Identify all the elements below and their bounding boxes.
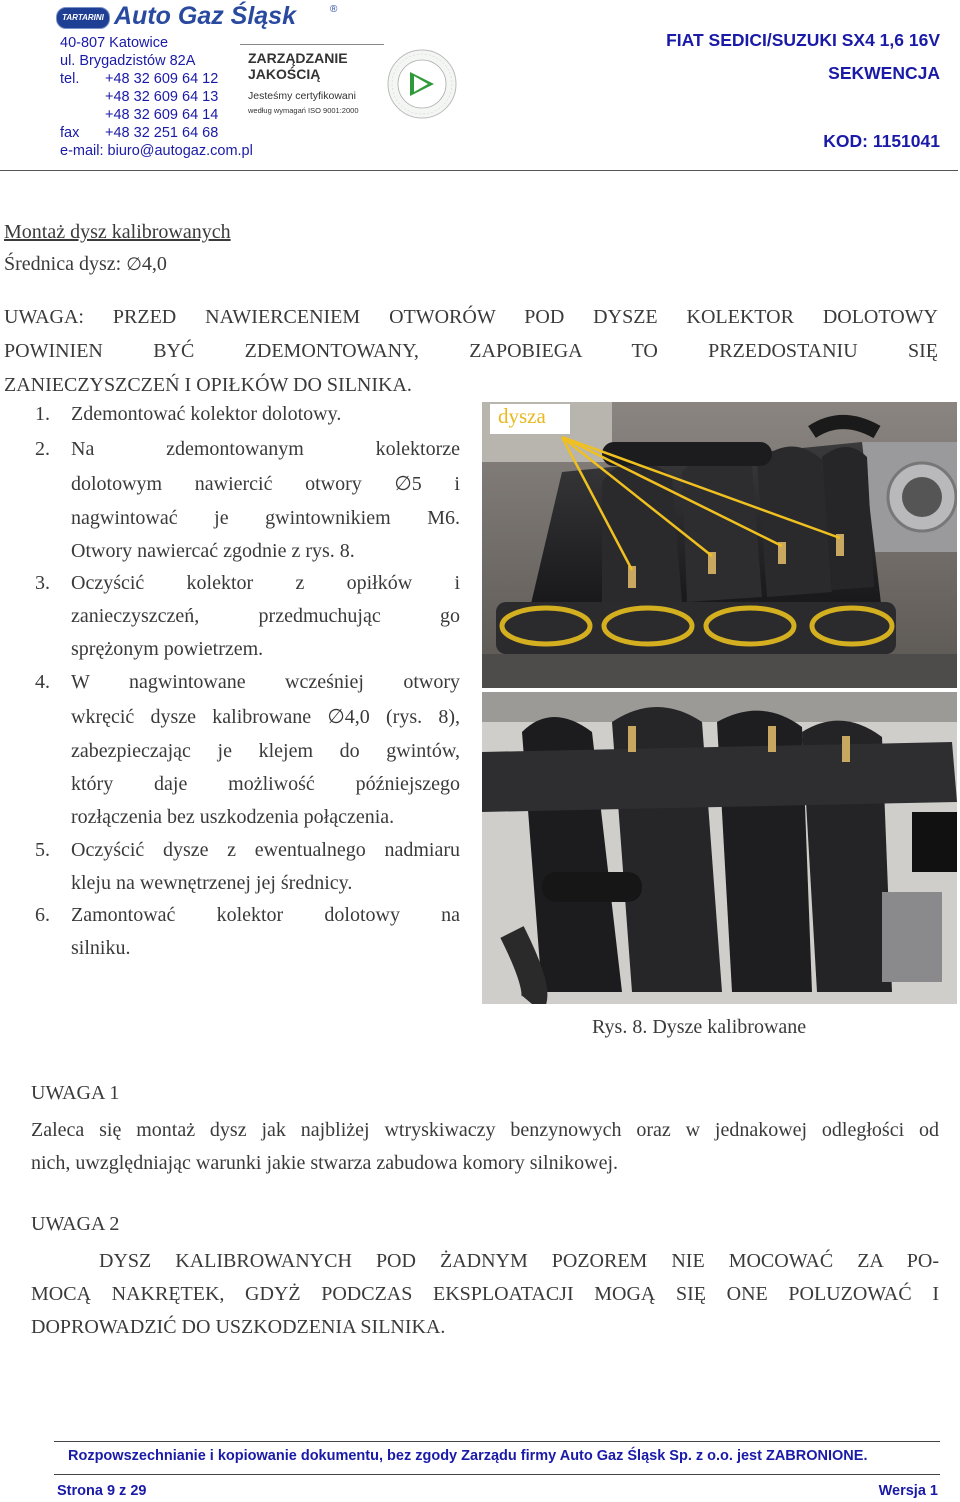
tel-label: tel. — [60, 71, 80, 87]
step-line: W nagwintowane wcześniej otwory — [71, 671, 460, 693]
step-number: 4. — [35, 671, 50, 693]
company-logo — [56, 4, 346, 34]
step-line: Otwory nawiercać zgodnie z rys. 8. — [71, 540, 355, 562]
manifold-closeup-illustration — [482, 692, 957, 1004]
note-2-line-1: DYSZ KALIBROWANYCH POD ŻADNYM POZOREM NIE MOCOWAĆ ZA PO- — [99, 1250, 939, 1272]
step-line: nagwintować je gwintownikiem M6. — [71, 507, 460, 529]
step-line: kleju na wewnętrzenej jej średnicy. — [71, 872, 353, 894]
note-2-body — [31, 1245, 939, 1344]
system-type: SEKWENCJA — [828, 63, 940, 83]
note-2-title: UWAGA 2 — [31, 1213, 120, 1235]
step-line: wkręcić dysze kalibrowane ∅4,0 (rys. 8), — [71, 706, 460, 728]
iso-seal-icon — [386, 44, 458, 126]
registered-mark: ® — [330, 4, 338, 15]
note-2-line-3: DOPROWADZIĆ DO USZKODZENIA SILNIKA. — [31, 1316, 446, 1338]
car-model: FIAT SEDICI/SUZUKI SX4 1,6 16V — [666, 30, 940, 50]
fax-number: +48 32 251 64 68 — [105, 125, 219, 141]
footer-divider-bottom — [54, 1474, 940, 1475]
warning-line-2: POWINIEN BYĆ ZDEMONTOWANY, ZAPOBIEGA TO PRZEDOSTANIU SIĘ — [4, 340, 938, 362]
note-2-line-2: MOCĄ NAKRĘTEK, GDYŻ PODCZAS EKSPLOATACJI MOGĄ SIĘ ONE POLUZOWAĆ I — [31, 1283, 939, 1305]
quality-sub-2: według wymagań ISO 9001:2000 — [248, 106, 359, 115]
phone-1: +48 32 609 64 12 — [105, 71, 219, 87]
page-number: Strona 9 z 29 — [57, 1483, 147, 1499]
manifold-illustration — [482, 402, 957, 688]
quality-title-1: ZARZĄDZANIE — [248, 50, 348, 66]
logo-badge: TARTARINI — [56, 7, 110, 29]
photo-label-nozzle: dysza — [498, 404, 546, 428]
phone-2: +48 32 609 64 13 — [105, 89, 219, 105]
step-line: silniku. — [71, 937, 131, 959]
step-number: 2. — [35, 438, 50, 460]
footer-divider — [54, 1441, 940, 1442]
step-line: rozłączenia bez uszkodzenia połączenia. — [71, 806, 395, 828]
step-line: zanieczyszczeń, przedmuchując go — [71, 605, 460, 627]
step-line: dolotowym nawiercić otwory ∅5 i — [71, 473, 460, 495]
copyright-notice: Rozpowszechnianie i kopiowanie dokumentu, bez zgody Zarządu firmy Auto Gaz Śląsk Sp. z o.o. jest ZABRONIONE. — [68, 1448, 868, 1464]
intake-manifold-photo-top — [482, 402, 957, 688]
step-number: 1. — [35, 403, 50, 425]
step-line: Na zdemontowanym kolektorze — [71, 438, 460, 460]
logo-text: Auto Gaz Śląsk — [114, 2, 296, 30]
warning-line-1: UWAGA: PRZED NAWIERCENIEM OTWORÓW POD DYSZE KOLEKTOR DOLOTOWY — [4, 306, 938, 328]
nozzle-diameter — [4, 253, 167, 276]
step-line: Zamontować kolektor dolotowy na — [71, 904, 460, 926]
note-1-line-2: nich, uwzględniając warunki jakie stwarza zabudowa komory silnikowej. — [31, 1152, 619, 1174]
section-title: Montaż dysz kalibrowanych — [4, 221, 231, 243]
product-code: KOD: 1151041 — [823, 131, 940, 151]
quality-title-2: JAKOŚCIĄ — [248, 66, 321, 82]
quality-sub-1: Jesteśmy certyfikowani — [248, 90, 356, 102]
diameter-value: 4,0 — [141, 253, 167, 275]
diameter-symbol: ∅ — [126, 254, 142, 275]
fax-label: fax — [60, 125, 80, 141]
step-line: który daje możliwość późniejszego — [71, 773, 460, 795]
warning-block — [4, 300, 938, 402]
step-line: Zdemontować kolektor dolotowy. — [71, 403, 342, 425]
note-1-title: UWAGA 1 — [31, 1082, 120, 1104]
address-line-2: ul. Brygadzistów 82A — [60, 53, 196, 69]
step-number: 6. — [35, 904, 50, 926]
step-line: sprężonym powietrzem. — [71, 638, 264, 660]
step-number: 3. — [35, 572, 50, 594]
intake-manifold-photo-bottom — [482, 692, 957, 1004]
phone-3: +48 32 609 64 14 — [105, 107, 219, 123]
step-line: Oczyścić dysze z ewentualnego nadmiaru — [71, 839, 460, 861]
email: e-mail: biuro@autogaz.com.pl — [60, 143, 253, 159]
note-1-body — [31, 1114, 939, 1180]
figure-caption: Rys. 8. Dysze kalibrowane — [592, 1016, 807, 1038]
document-version: Wersja 1 — [878, 1483, 938, 1499]
step-line: zabezpieczając je klejem do gwintów, — [71, 740, 460, 762]
address-line-1: 40-807 Katowice — [60, 35, 169, 51]
step-line: Oczyścić kolektor z opiłków i — [71, 572, 460, 594]
header-divider — [0, 170, 958, 171]
step-number: 5. — [35, 839, 50, 861]
quality-certificate — [240, 44, 460, 126]
warning-line-3: ZANIECZYSZCZEŃ I OPIŁKÓW DO SILNIKA. — [4, 374, 412, 396]
diameter-label: Średnica dysz: — [4, 253, 127, 275]
note-1-line-1: Zaleca się montaż dysz jak najbliżej wtryskiwaczy benzynowych oraz w jednakowej odległości od — [31, 1119, 939, 1141]
